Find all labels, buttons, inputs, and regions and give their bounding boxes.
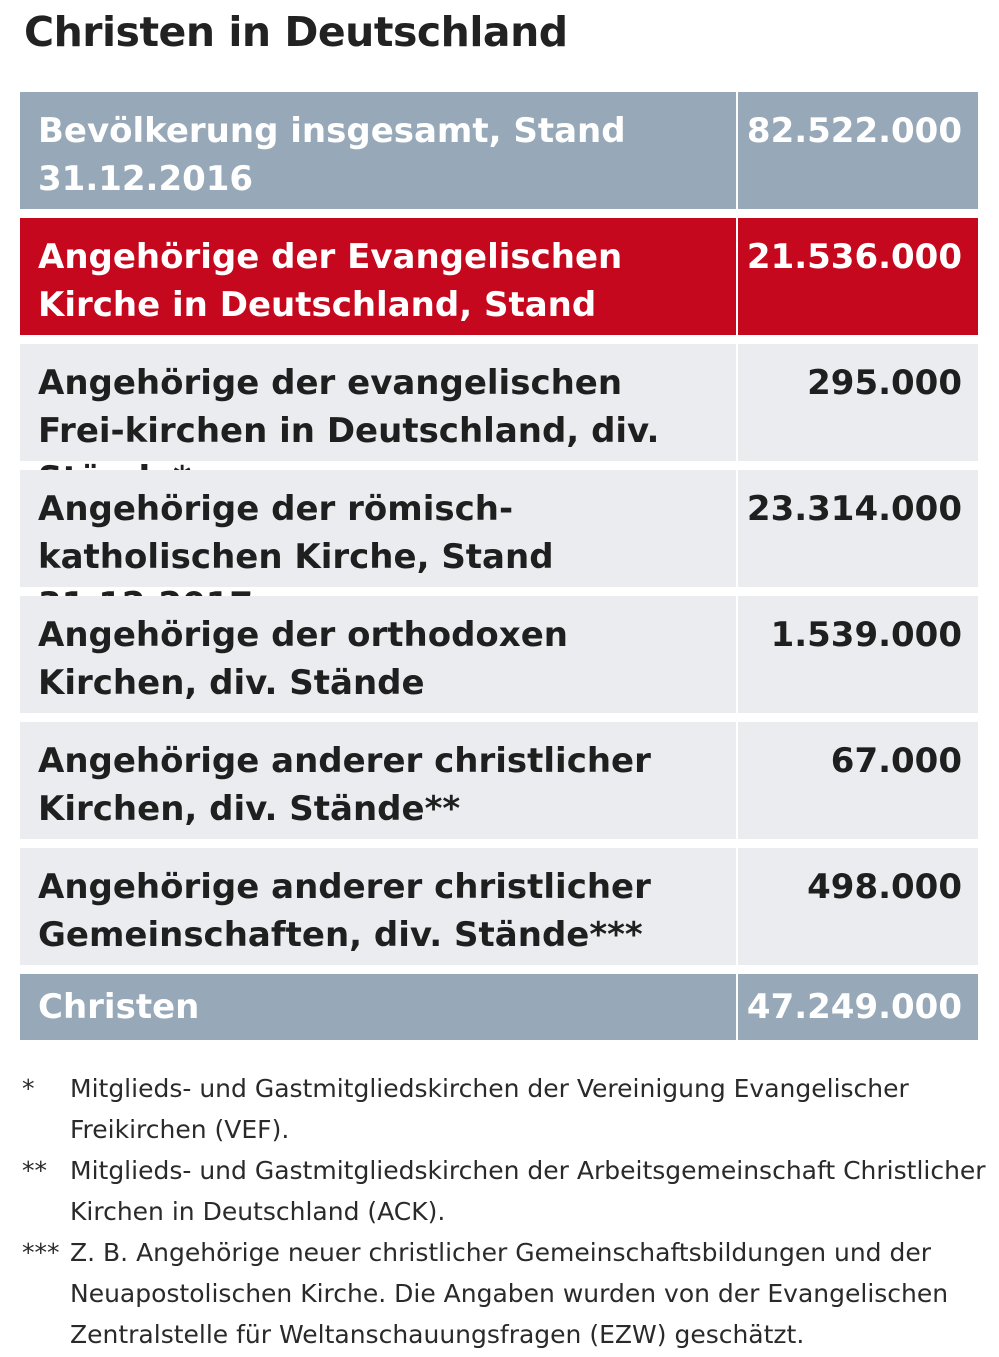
row-value: 21.536.000 — [738, 218, 978, 335]
row-value: 1.539.000 — [738, 596, 978, 713]
row-value: 82.522.000 — [738, 92, 978, 209]
footnote — [22, 1068, 987, 1150]
footnote-mark: * — [22, 1074, 35, 1103]
footnote-mark: *** — [22, 1238, 60, 1267]
footnote-text: Mitglieds- und Gastmitgliedskirchen der Arbeitsgemeinschaft Christlicher Kirchen in Deutschland (ACK). — [70, 1156, 986, 1226]
table-row-population — [20, 92, 978, 209]
row-label: Angehörige anderer christlicher Gemeinschaften, div. Stände*** — [20, 848, 736, 965]
footnote-text: Z. B. Angehörige neuer christlicher Gemeinschaftsbildungen und der Neuapostolischen Kirche. Die Angaben wurden von der Evangelischen Zentralstelle für Weltanschauungsfragen (EZW) geschätzt. — [70, 1238, 949, 1349]
row-label: Angehörige anderer christlicher Kirchen, div. Stände** — [20, 722, 736, 839]
row-label: Angehörige der orthodoxen Kirchen, div. Stände — [20, 596, 736, 713]
row-value: 67.000 — [738, 722, 978, 839]
statistics-table — [20, 92, 978, 1049]
table-row-gemeinschaften — [20, 848, 978, 965]
row-label: Bevölkerung insgesamt, Stand 31.12.2016 — [20, 92, 736, 209]
row-label: Angehörige der Evangelischen Kirche in Deutschland, Stand — [20, 218, 736, 335]
row-value: 23.314.000 — [738, 470, 978, 587]
table-row-katholisch — [20, 470, 978, 587]
row-value: 295.000 — [738, 344, 978, 461]
footnote-text: Mitglieds- und Gastmitgliedskirchen der Vereinigung Evangelischer Freikirchen (VEF). — [70, 1074, 909, 1144]
table-row-total — [20, 974, 978, 1040]
table-row-ekd — [20, 218, 978, 335]
table-row-freikirchen — [20, 344, 978, 461]
footnote-mark: ** — [22, 1156, 47, 1185]
page-title: Christen in Deutschland — [24, 8, 568, 56]
table-row-andere-kirchen — [20, 722, 978, 839]
footnote — [22, 1232, 987, 1355]
row-label: Angehörige der römisch-katholischen Kirche, Stand — [20, 470, 736, 587]
row-value: 47.249.000 — [738, 974, 978, 1040]
table-row-orthodox — [20, 596, 978, 713]
footnote — [22, 1150, 987, 1232]
footnotes — [22, 1068, 987, 1355]
row-label: Angehörige der evangelischen Frei-kirchen in Deutschland, div. — [20, 344, 736, 461]
row-label: Christen — [20, 974, 736, 1040]
row-value: 498.000 — [738, 848, 978, 965]
